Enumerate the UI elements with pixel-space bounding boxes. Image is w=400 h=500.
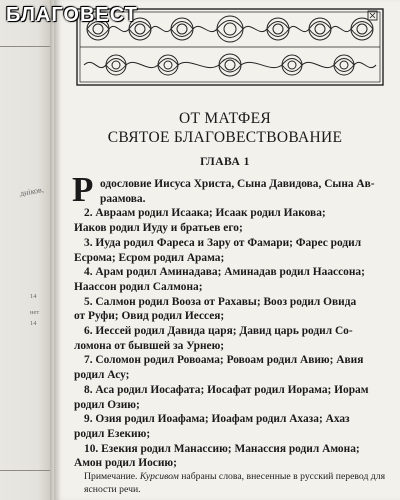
left-page-fragment: нет: [30, 309, 40, 316]
left-page-rule: [0, 470, 50, 471]
footnote: [84, 470, 390, 496]
footnote-prefix: Примечание.: [84, 471, 140, 482]
text-line: раамова.: [100, 192, 146, 205]
text-line: от Руфи; Овид родил Иессея;: [74, 310, 225, 323]
text-line: 4. Арам родил Аминадава; Аминадав родил Наассона;: [84, 266, 365, 279]
gospel-title-line1: ОТ МАТФЕЯ: [178, 110, 272, 127]
footnote-italic: Курсивом: [139, 471, 179, 482]
text-line: Наассон родил Салмона;: [74, 280, 203, 293]
footnote-text: набраны слова, внесенные в русский перевод для ясности речи.: [84, 471, 386, 495]
text-line: 10. Езекия родил Манассию; Манассия родил Амона;: [84, 442, 360, 455]
text-line: 5. Салмон родил Вооза от Рахавы; Вооз родил Овида: [84, 295, 357, 308]
left-page-fragment: 14: [30, 320, 37, 327]
drop-cap: Р: [72, 170, 94, 209]
text-line: родил Езекию;: [74, 427, 151, 440]
text-line: 9. Озия родил Иоафама; Иоафам родил Ахаза; Ахаз: [84, 413, 350, 426]
left-page-fragment: 14: [30, 293, 37, 300]
text-line: 3. Иуда родил Фареса и Зару от Фамари; Фарес родил: [84, 236, 362, 249]
text-line: 6. Иессей родил Давида царя; Давид царь родил Со-: [84, 325, 353, 337]
text-line: родил Асу;: [74, 369, 130, 382]
text-line: Амон родил Иосию;: [74, 457, 177, 470]
text-line: 7. Соломон родил Ровоама; Ровоам родил Авию; Авия: [84, 354, 364, 367]
text-line: ломона от бывшей за Урнею;: [74, 339, 225, 352]
chapter-heading: ГЛАВА 1: [200, 156, 250, 168]
text-line: родил Озию;: [74, 398, 140, 411]
book-gutter: [50, 0, 60, 500]
text-line: Есрома; Есром родил Арама;: [74, 251, 225, 264]
text-line: 2. Авраам родил Исаака; Исаак родил Иакова;: [84, 207, 326, 220]
left-page-fragment: дніков,: [19, 185, 45, 199]
text-line: одословие Иисуса Христа, Сына Давидова, Сына Ав-: [100, 178, 375, 190]
left-page-rule: [0, 46, 50, 47]
previous-page: [0, 0, 54, 500]
text-line: Иаков родил Иуду и братьев его;: [74, 222, 243, 235]
text-line: 8. Аса родил Иосафата; Иосафат родил Иорама; Иорам: [84, 383, 369, 396]
gospel-title-line2: СВЯТОЕ БЛАГОВЕСТВОВАНИЕ: [107, 129, 343, 146]
watermark-logo: БЛАГОВЕСТ: [6, 4, 138, 26]
